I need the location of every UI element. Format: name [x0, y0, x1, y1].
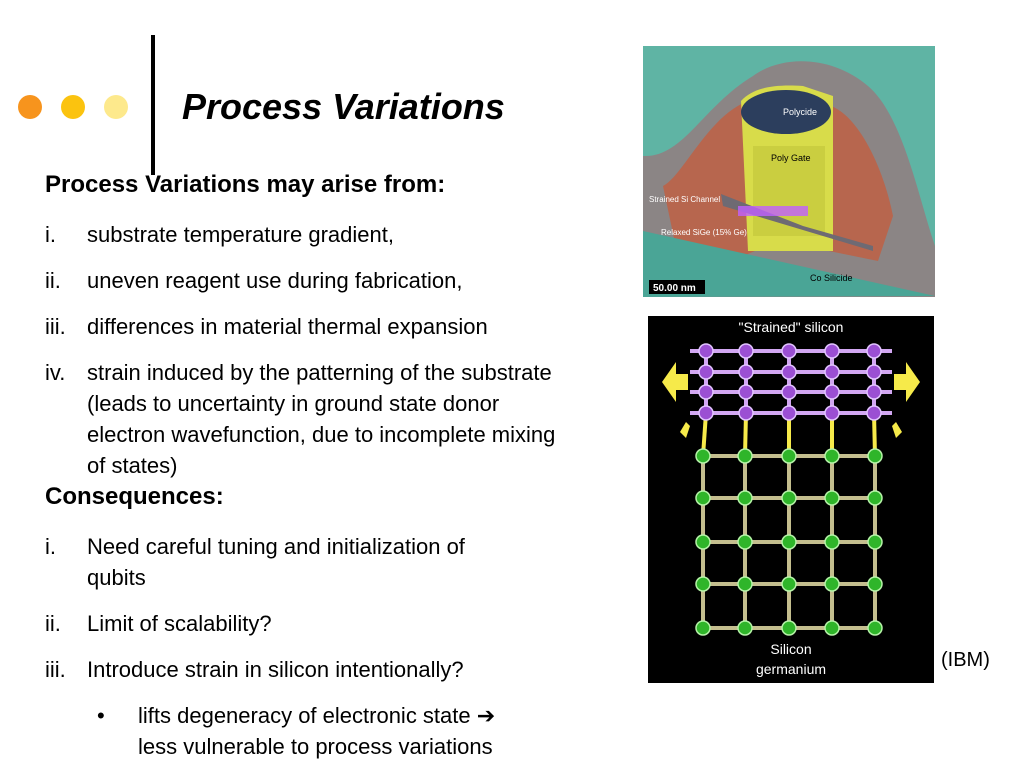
list-text: differences in material thermal expansion [87, 314, 488, 339]
sige-atom [782, 621, 796, 635]
list-number: ii. [45, 268, 61, 293]
sige-atom [868, 535, 882, 549]
strained-atom [782, 406, 796, 420]
sige-atom [825, 491, 839, 505]
strained-atom [867, 385, 881, 399]
list-text: strain induced by the patterning of the substrate [87, 360, 552, 385]
scale-bar-label: 50.00 nm [653, 283, 696, 294]
list-text: Need careful tuning and initialization of [87, 534, 465, 559]
slide-title: Process Variations [182, 86, 505, 127]
list-number: i. [45, 222, 56, 247]
strained-atom [825, 365, 839, 379]
lattice-svg [648, 316, 934, 683]
list-text: Limit of scalability? [87, 611, 272, 636]
decor-dot-orange [18, 95, 42, 119]
label-strained-channel: Strained Si Channel [649, 195, 721, 204]
bullet-text: less vulnerable to process variations [138, 734, 493, 759]
strained-atom [699, 406, 713, 420]
sige-atom [696, 449, 710, 463]
sige-atom [738, 491, 752, 505]
list-number: i. [45, 534, 56, 559]
list-text: (leads to uncertainty in ground state donor [87, 391, 500, 416]
strained-atom [867, 406, 881, 420]
bullet-symbol: • [97, 703, 105, 728]
strained-atom [739, 406, 753, 420]
sige-atom [868, 621, 882, 635]
sige-atom [738, 621, 752, 635]
section-heading-causes: Process Variations may arise from: [45, 171, 446, 198]
strained-atom [782, 344, 796, 358]
label-germanium: germanium [755, 661, 827, 677]
sige-atom [868, 449, 882, 463]
tem-cross-section-image [643, 46, 935, 297]
strained-atom [867, 365, 881, 379]
strained-atom [699, 365, 713, 379]
label-polycide: Polycide [783, 107, 818, 117]
list-number: iv. [45, 360, 66, 385]
list-text: uneven reagent use during fabrication, [87, 268, 463, 293]
label-strained-silicon: "Strained" silicon [738, 319, 844, 335]
decor-dot-yellow [61, 95, 85, 119]
title-divider [151, 35, 155, 175]
label-relaxed-sige: Relaxed SiGe (15% Ge) [661, 228, 747, 237]
sige-atom [782, 577, 796, 591]
label-silicon: Silicon [770, 641, 812, 657]
section-heading-consequences: Consequences: [45, 483, 224, 510]
sige-atom [696, 491, 710, 505]
strained-atom [739, 344, 753, 358]
label-poly-gate: Poly Gate [771, 153, 811, 163]
list-number: iii. [45, 314, 66, 339]
sige-atom [825, 577, 839, 591]
sige-atom [868, 577, 882, 591]
sige-atom [782, 491, 796, 505]
sige-atom [825, 535, 839, 549]
sige-atom [738, 577, 752, 591]
bullet-text: lifts degeneracy of electronic state ➔ [138, 703, 496, 728]
strained-atom [825, 385, 839, 399]
strained-atom [782, 365, 796, 379]
arrow-down-right-icon [892, 422, 902, 438]
sige-atom [868, 491, 882, 505]
arrow-down-left-icon [680, 422, 690, 438]
sige-atom [696, 577, 710, 591]
tem-svg [643, 46, 935, 297]
sige-atom [696, 535, 710, 549]
sige-atom [738, 535, 752, 549]
decor-dot-pale [104, 95, 128, 119]
label-co-silicide: Co Silicide [810, 273, 853, 283]
arrow-right-icon [894, 362, 920, 402]
strained-atom [782, 385, 796, 399]
strained-atom [739, 385, 753, 399]
list-text: substrate temperature gradient, [87, 222, 394, 247]
strained-atom [699, 385, 713, 399]
strained-atom [825, 406, 839, 420]
sige-atom [782, 535, 796, 549]
sige-atom [696, 621, 710, 635]
strained-atom [699, 344, 713, 358]
list-number: iii. [45, 657, 66, 682]
list-text: electron wavefunction, due to incomplete mixing [87, 422, 556, 447]
sige-atom [738, 449, 752, 463]
list-text: Introduce strain in silicon intentionally? [87, 657, 464, 682]
strained-atom [825, 344, 839, 358]
list-text: of states) [87, 453, 178, 478]
image-credit: (IBM) [941, 649, 990, 671]
sige-atom [825, 449, 839, 463]
strained-atom [867, 344, 881, 358]
sige-atom [825, 621, 839, 635]
sige-atom [782, 449, 796, 463]
list-text: qubits [87, 565, 146, 590]
strained-silicon-diagram [648, 316, 934, 683]
strained-atom [739, 365, 753, 379]
arrow-left-icon [662, 362, 688, 402]
list-number: ii. [45, 611, 61, 636]
